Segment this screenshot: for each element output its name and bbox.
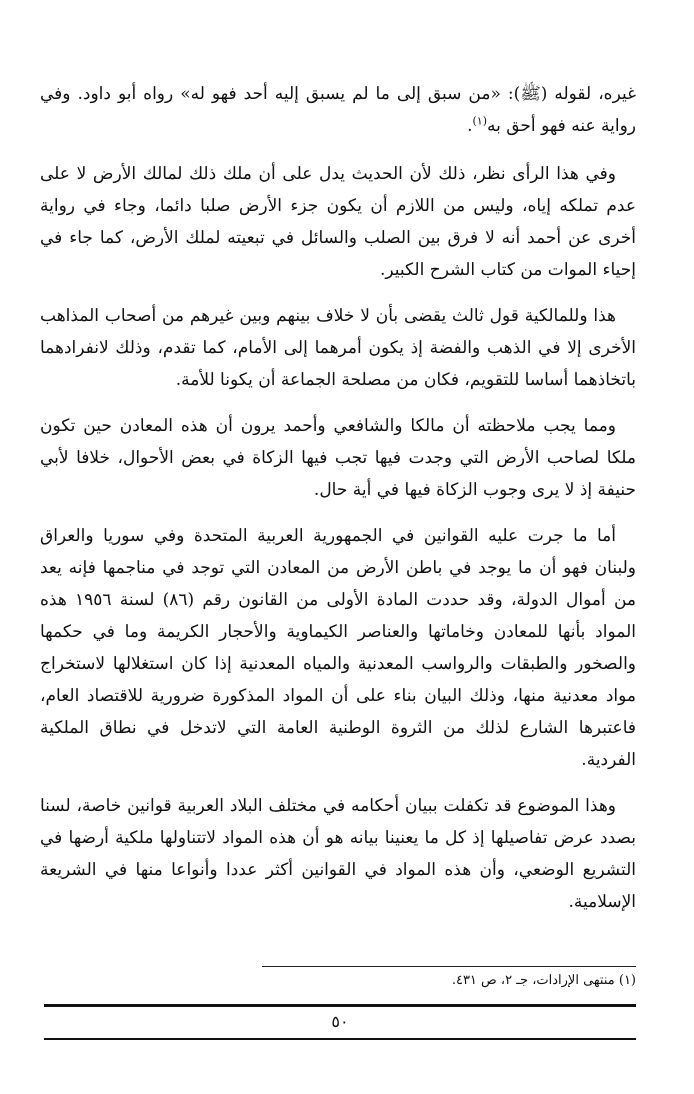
footer-rule-bottom	[44, 1038, 636, 1040]
paragraph-6: وهذا الموضوع قد تكفلت ببيان أحكامه في مختلف البلاد العربية قوانين خاصة، لسنا بصدد عرض تفاصيلها إذ كل ما يعنينا بيانه هو أن هذه المواد لاتتناولها ملكية أرضها في التشريع الوضعي، وأن هذه المواد في القوانين أكثر عددا وأنواعا منها في الشريعة الإسلامية.	[40, 796, 636, 912]
paragraph-4: ومما يجب ملاحظته أن مالكا والشافعي وأحمد يرون أن هذه المعادن حين تكون ملكا لصاحب الأرض التي وجدت فيها تجب فيها الزكاة في بعض الأحوال، خلافا لأبي حنيفة إذ لا يرى وجوب الزكاة فيها في أية حال.	[40, 416, 636, 500]
paragraph-1-tail: .	[467, 116, 473, 136]
footnote-marker: (١)	[472, 114, 487, 128]
paragraph-1-text: غيره، لقوله (ﷺ): «من سبق إلى ما لم يسبق إليه أحد فهو له» رواه أبو داود. وفي رواية عنه فهو أحق به	[40, 84, 636, 136]
paragraph-3: هذا وللمالكية قول ثالث يقضى بأن لا خلاف بينهم وبين غيرهم من أصحاب المذاهب الأخرى إلا في الذهب والفضة إذ يكون أمرهما إلى الأمام، كما تقدم، وذلك لانفرادهما باتخاذهما أساسا للتقويم، فكان من مصلحة الجماعة أن يكونا للأمة.	[40, 306, 636, 390]
footnote-divider	[262, 966, 636, 967]
paragraph-5: أما ما جرت عليه القوانين في الجمهورية العربية المتحدة وفي سوريا والعراق ولبنان فهو أن ما يوجد في باطن الأرض من المعادن التي توجد في مناجمها فإنه يعد من أموال الدولة، وقد حددت المادة الأولى من القانون رقم (٨٦) لسنة ١٩٥٦ هذه المواد بأنها للمعادن وخاماتها والعناصر الكيماوية والأحجار الكريمة وما في حكمها والصخور والطبقات والرواسب المعدنية والمياه المعدنية إذا كان استغلالها لاستخراج مواد معدنية منها، وذلك البيان بناء على أن المواد المذكورة ضرورية للاقتصاد العام، فاعتبرها الشارع لذلك من الثروة الوطنية العامة التي لاتدخل في نطاق الملكية الفردية.	[40, 526, 636, 770]
footnote: (١) منتهى الإرادات، جـ ٢، ص ٤٣١.	[451, 973, 636, 988]
footer-rule-top	[44, 1004, 636, 1007]
page-number: ٥٠	[331, 1012, 349, 1031]
page-body	[40, 78, 636, 932]
paragraph-2: وفي هذا الرأى نظر، ذلك لأن الحديث يدل على أن ملك ذلك لمالك الأرض لا على عدم تملكه إياه، وليس من اللازم أن يكون جزء الأرض صلبا دائما، وجاء في رواية أخرى عن أحمد أنه لا فرق بين الصلب والسائل في تبعيته لملك الأرض، كما جاء في إحياء الموات من كتاب الشرح الكبير.	[40, 164, 636, 280]
paragraph-1	[40, 78, 636, 142]
